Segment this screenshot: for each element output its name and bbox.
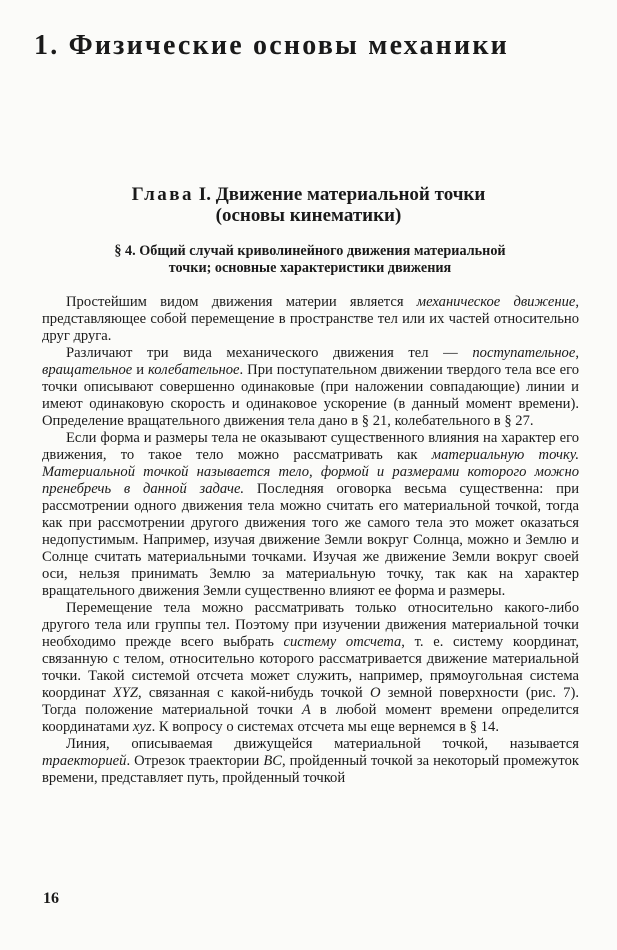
emphasis-definition: материальную точку. Материальной точкой называется тело, формой и размерами которого можно пренебречь в данной задаче. [42,447,579,497]
emphasis-term: механическое движение [416,294,576,310]
text-run: Перемещение тела можно рассматривать только относительно какого-либо другого тела или группы тел. Поэтому при изучении движения материальной точки необходимо прежде всего выбрать [42,600,579,650]
part-title: 1. Физические основы механики [34,30,509,61]
math-symbol: BC [263,753,282,769]
section-title [60,243,560,277]
math-symbol: A [301,702,311,718]
text-run: Линия, описываемая движущейся материальной точкой, называется [66,736,579,752]
body-text [42,294,579,787]
math-symbol: XYZ [112,685,138,701]
section-title-line1: § 4. Общий случай криволинейного движения материальной [114,243,506,259]
chapter-subtitle: (основы кинематики) [215,205,402,226]
paragraph [42,345,579,430]
text-run: , пройденный точкой за некоторый промежуток времени, представляет путь, пройденный точкой [42,753,580,786]
paragraph [42,430,579,600]
paragraph [42,294,579,345]
paragraph [42,600,579,736]
text-run: . При поступательном движении твердого тела все его точки описывают совершенно одинаковые (при наложении совпадающие) линии и имеют одинаковую скорость и одинаковое ускорение (в данный момент времени). Определение вращательного движения тела дано в § 21, колебательного в § 27. [42,362,580,429]
text-run: в любой момент времени определится координатами [42,702,579,735]
emphasis-term: траекторией [42,753,127,769]
chapter-title [0,184,617,226]
chapter-title-line1 [0,184,617,205]
emphasis-term: поступательное [472,345,576,361]
text-run: земной поверхности (рис. 7). Тогда положение материальной точки [42,685,579,718]
text-run: , [575,345,579,361]
text-run: Последняя оговорка весьма существенна: при рассмотрении одного движения тела можно считать его материальной точкой, тогда как при рассмотрении другого движения того же самого тела это может оказаться недопустимым. Например, изучая движение Земли вокруг Солнца, можно и Землю и Солнце считать материальными точками. Изучая же движение Земли вокруг своей оси, нельзя принимать Землю за материальную точку, так как на характер вращательного движения Земли существенно влияют ее форма и размеры. [42,481,580,599]
emphasis-term: систему отсчета [283,634,402,650]
text-run: Различают три вида механического движения тел — [66,345,473,361]
text-run: и [132,362,149,378]
math-symbol: xyz [132,719,152,735]
paragraph [42,736,579,787]
emphasis-term: колебательное [148,362,240,378]
page-number: 16 [43,890,59,907]
section-title-line2: точки; основные характеристики движения [168,260,452,276]
text-run: Простейшим видом движения материи является [66,294,417,310]
text-run: . Отрезок траектории [126,753,264,769]
text-run: Если форма и размеры тела не оказывают существенного влияния на характер его движения, то такое тело можно рассматривать как [42,430,579,463]
chapter-name: I. Движение материальной точки [198,184,486,205]
math-symbol: O [369,685,381,701]
text-run: , представляющее собой перемещение в пространстве тел или их частей относительно друг друга. [42,294,579,344]
chapter-word: Глава [131,184,195,205]
text-run: , связанная с какой-нибудь точкой [138,685,370,701]
text-run: . К вопросу о системах отсчета мы еще вернемся в § 14. [151,719,499,735]
text-run: , т. е. систему координат, связанную с телом, относительно которого рассматривается движение материальной точки. Такой системой отсчета может служить, например, прямоугольная система координат [42,634,579,701]
emphasis-term: вращательное [42,362,133,378]
